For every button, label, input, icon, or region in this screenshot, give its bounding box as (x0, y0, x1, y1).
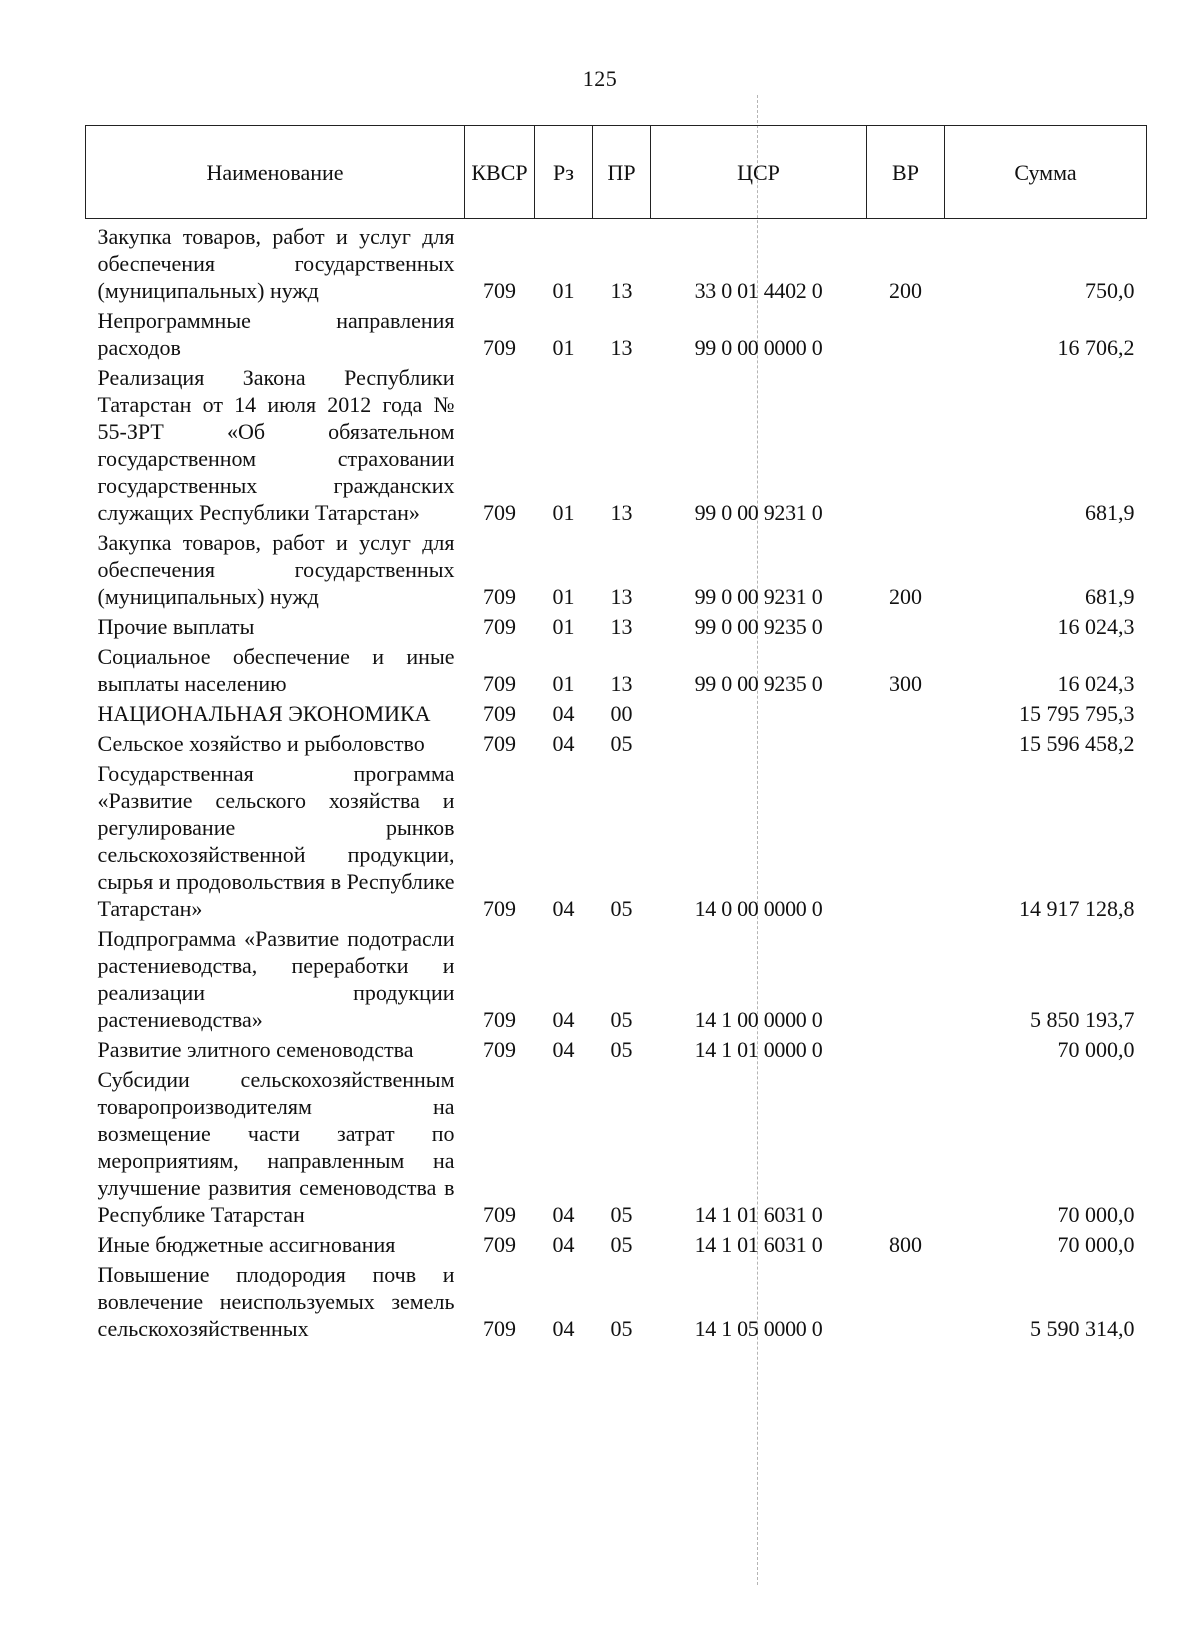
cell-vr (867, 699, 945, 729)
cell-rz: 01 (552, 335, 575, 360)
table-row (86, 363, 1147, 528)
cell-sum: 16 706,2 (1057, 335, 1135, 360)
cell-vr (867, 363, 945, 528)
cell-pr: 13 (610, 584, 633, 609)
header-sum: Сумма (945, 126, 1147, 219)
cell-csr: 14 1 05 0000 0 (694, 1316, 823, 1341)
table-row (86, 1230, 1147, 1260)
cell-name: НАЦИОНАЛЬНАЯ ЭКОНОМИКА (97, 701, 431, 726)
table-header (86, 126, 1147, 219)
cell-sum: 70 000,0 (1057, 1037, 1135, 1062)
cell-csr: 99 0 00 9235 0 (694, 671, 823, 696)
cell-rz: 04 (552, 1037, 575, 1062)
cell-csr: 33 0 01 4402 0 (694, 278, 823, 303)
cell-csr: 99 0 00 0000 0 (694, 335, 823, 360)
table-row (86, 1065, 1147, 1230)
cell-kvsr: 709 (483, 584, 516, 609)
cell-kvsr: 709 (483, 731, 516, 756)
cell-rz: 04 (552, 1202, 575, 1227)
cell-rz: 01 (552, 671, 575, 696)
cell-csr: 99 0 00 9231 0 (694, 584, 823, 609)
cell-csr: 14 0 00 0000 0 (694, 896, 823, 921)
table-row (86, 1260, 1147, 1344)
cell-vr: 300 (889, 671, 922, 696)
cell-csr: 14 1 01 6031 0 (694, 1232, 823, 1257)
cell-name: Сельское хозяйство и рыболовство (97, 731, 425, 756)
page-number: 125 (582, 66, 618, 91)
cell-kvsr: 709 (483, 1037, 516, 1062)
cell-rz: 01 (552, 614, 575, 639)
table-row (86, 729, 1147, 759)
cell-sum: 14 917 128,8 (1019, 896, 1135, 921)
table-row (86, 612, 1147, 642)
cell-rz: 04 (552, 701, 575, 726)
cell-pr: 13 (610, 278, 633, 303)
budget-table (85, 125, 1147, 1344)
cell-sum: 70 000,0 (1057, 1232, 1135, 1257)
cell-sum: 15 596 458,2 (1019, 731, 1135, 756)
cell-pr: 13 (610, 335, 633, 360)
cell-pr: 05 (610, 1316, 633, 1341)
table-row (86, 699, 1147, 729)
cell-csr (651, 729, 867, 759)
cell-vr: 800 (889, 1232, 922, 1257)
cell-vr (867, 1065, 945, 1230)
cell-csr: 14 1 01 0000 0 (694, 1037, 823, 1062)
header-pr: ПР (593, 126, 651, 219)
cell-pr: 13 (610, 500, 633, 525)
cell-kvsr: 709 (483, 335, 516, 360)
cell-pr: 05 (610, 731, 633, 756)
header-csr: ЦСР (651, 126, 867, 219)
cell-sum: 15 795 795,3 (1019, 701, 1135, 726)
cell-csr: 14 1 00 0000 0 (694, 1007, 823, 1032)
cell-vr (867, 729, 945, 759)
header-vr: ВР (867, 126, 945, 219)
cell-csr: 99 0 00 9235 0 (694, 614, 823, 639)
cell-rz: 04 (552, 731, 575, 756)
cell-kvsr: 709 (483, 1232, 516, 1257)
cell-name: Подпрограмма «Развитие подотрасли растениеводства, переработки и реализации продукции растениеводства» (97, 926, 455, 1032)
cell-sum: 16 024,3 (1057, 671, 1135, 696)
cell-pr: 05 (610, 1007, 633, 1032)
cell-name: Закупка товаров, работ и услуг для обеспечения государственных (муниципальных) нужд (97, 224, 455, 303)
cell-kvsr: 709 (483, 1202, 516, 1227)
cell-vr: 200 (889, 278, 922, 303)
cell-sum: 681,9 (1085, 500, 1135, 525)
cell-pr: 13 (610, 671, 633, 696)
cell-kvsr: 709 (483, 1316, 516, 1341)
cell-sum: 750,0 (1085, 278, 1135, 303)
cell-pr: 05 (610, 1037, 633, 1062)
cell-vr (867, 1260, 945, 1344)
table-body (86, 219, 1147, 1345)
cell-name: Прочие выплаты (97, 614, 255, 639)
table-row (86, 642, 1147, 699)
cell-vr (867, 612, 945, 642)
cell-sum: 70 000,0 (1057, 1202, 1135, 1227)
cell-kvsr: 709 (483, 671, 516, 696)
cell-pr: 13 (610, 614, 633, 639)
cell-kvsr: 709 (483, 614, 516, 639)
cell-rz: 04 (552, 896, 575, 921)
cell-name: Реализация Закона Республики Татарстан от 14 июля 2012 года № 55-ЗРТ «Об обязательном государственном страховании государственных гражданских служащих Республики Татарстан» (97, 365, 455, 525)
cell-csr: 14 1 01 6031 0 (694, 1202, 823, 1227)
cell-vr (867, 759, 945, 924)
cell-pr: 05 (610, 896, 633, 921)
table-row (86, 759, 1147, 924)
cell-rz: 01 (552, 500, 575, 525)
cell-pr: 00 (610, 701, 633, 726)
cell-kvsr: 709 (483, 278, 516, 303)
cell-name: Повышение плодородия почв и вовлечение неиспользуемых земель сельскохозяйственных (97, 1262, 455, 1341)
cell-kvsr: 709 (483, 701, 516, 726)
cell-name: Закупка товаров, работ и услуг для обеспечения государственных (муниципальных) нужд (97, 530, 455, 609)
header-name: Наименование (86, 126, 465, 219)
cell-sum: 16 024,3 (1057, 614, 1135, 639)
cell-kvsr: 709 (483, 500, 516, 525)
cell-vr (867, 924, 945, 1035)
cell-csr: 99 0 00 9231 0 (694, 500, 823, 525)
cell-name: Социальное обеспечение и иные выплаты населению (97, 644, 455, 696)
cell-csr (651, 699, 867, 729)
cell-name: Иные бюджетные ассигнования (97, 1232, 396, 1257)
cell-name: Непрограммные направления расходов (97, 308, 455, 360)
table-row (86, 306, 1147, 363)
cell-sum: 5 850 193,7 (1030, 1007, 1135, 1032)
cell-vr: 200 (889, 584, 922, 609)
cell-pr: 05 (610, 1232, 633, 1257)
table-row (86, 219, 1147, 307)
header-kvsr: КВСР (465, 126, 535, 219)
cell-rz: 04 (552, 1232, 575, 1257)
cell-rz: 04 (552, 1316, 575, 1341)
cell-rz: 04 (552, 1007, 575, 1032)
cell-pr: 05 (610, 1202, 633, 1227)
cell-sum: 5 590 314,0 (1030, 1316, 1135, 1341)
cell-kvsr: 709 (483, 896, 516, 921)
cell-vr (867, 1035, 945, 1065)
cell-rz: 01 (552, 584, 575, 609)
header-rz: Рз (535, 126, 593, 219)
cell-rz: 01 (552, 278, 575, 303)
header-row (86, 126, 1147, 219)
cell-name: Государственная программа «Развитие сельского хозяйства и регулирование рынков сельскохозяйственной продукции, сырья и продовольствия в Республике Татарстан» (97, 761, 455, 921)
table-row (86, 1035, 1147, 1065)
cell-sum: 681,9 (1085, 584, 1135, 609)
cell-name: Субсидии сельскохозяйственным товаропроизводителям на возмещение части затрат по мероприятиям, направленным на улучшение развития семеноводства в Республике Татарстан (97, 1067, 455, 1227)
table-row (86, 924, 1147, 1035)
table-row (86, 528, 1147, 612)
cell-vr (867, 306, 945, 363)
cell-kvsr: 709 (483, 1007, 516, 1032)
cell-name: Развитие элитного семеноводства (97, 1037, 414, 1062)
